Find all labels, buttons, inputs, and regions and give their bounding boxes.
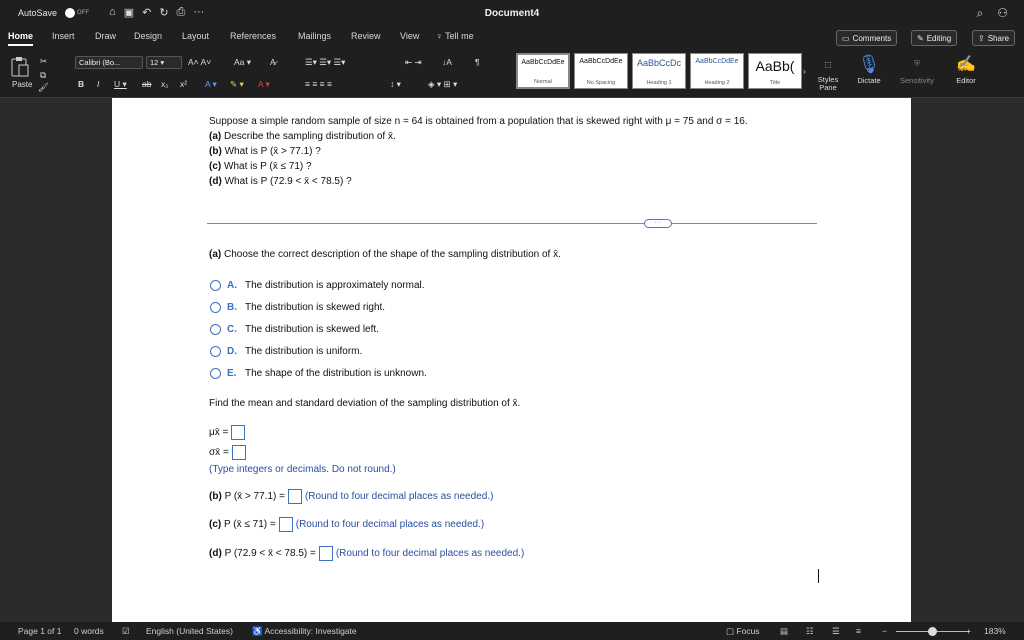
account-icon[interactable]: ⚇ <box>997 6 1008 20</box>
document-title: Document4 <box>484 8 540 19</box>
dictate-button[interactable]: 🎙 Dictate <box>857 53 881 85</box>
highlight-icon[interactable]: ✎ ▾ <box>230 79 244 89</box>
tab-insert[interactable]: Insert <box>52 31 75 41</box>
bullets-icon[interactable]: ☰▾ ☰▾ ☰▾ <box>305 57 346 67</box>
style-heading-2[interactable]: AaBbCcDdEe Heading 2 <box>690 53 744 89</box>
autosave-label: AutoSave <box>18 7 58 18</box>
pencil-icon: ✎ <box>917 33 924 43</box>
share-icon: ⇪ <box>978 33 985 43</box>
save-icon[interactable]: ▣ <box>123 7 135 19</box>
mean-row: μx̄ = <box>209 425 248 440</box>
type-hint: (Type integers or decimals. Do not round.) <box>209 464 396 475</box>
styles-scroll-icon[interactable]: › <box>803 66 806 76</box>
font-name-select[interactable]: Calibri (Bo... <box>75 56 143 69</box>
align-left-icon[interactable]: ≡ ≡ ≡ ≡ <box>305 79 332 89</box>
part-d-answer-box[interactable] <box>319 546 333 561</box>
section-divider <box>207 223 817 224</box>
part-d-row: (d) P (72.9 < x̄ < 78.5) = (Round to four decimal places as needed.) <box>209 546 524 561</box>
question-a: (a) Describe the sampling distribution of x̄. <box>209 131 396 142</box>
search-icon[interactable]: ⌕ <box>976 6 984 20</box>
styles-pane-icon: ⬚ <box>824 59 832 69</box>
intro-text: Suppose a simple random sample of size n = 64 is obtained from a population that is skewed right with μ = 75 and σ = 16. <box>209 116 748 127</box>
zoom-out-icon[interactable]: − <box>882 626 887 636</box>
microphone-icon: 🎙 <box>857 53 881 74</box>
outline-icon[interactable]: ☰ <box>832 626 840 636</box>
paste-label: Paste <box>12 80 33 89</box>
tab-home[interactable]: Home <box>8 31 34 41</box>
change-case-icon[interactable]: Aa ▾ <box>234 57 252 67</box>
tab-design[interactable]: Design <box>134 31 163 41</box>
redo-icon[interactable]: ↻ <box>159 7 169 19</box>
text-effects-icon[interactable]: A ▾ <box>205 79 217 89</box>
mean-answer-box[interactable] <box>231 425 245 440</box>
share-button[interactable]: ⇪ Share <box>972 30 1015 46</box>
sensitivity-button[interactable]: ⛨ Sensitivity <box>897 52 937 85</box>
strikethrough-icon[interactable]: ab <box>142 79 152 89</box>
cut-icon[interactable]: ✂ <box>40 56 48 66</box>
tab-references[interactable]: References <box>230 31 277 41</box>
radio-button[interactable] <box>210 346 221 357</box>
subscript-icon[interactable]: x₂ <box>161 79 169 89</box>
style-normal[interactable]: AaBbCcDdEe Normal <box>516 53 570 89</box>
underline-icon[interactable]: U ▾ <box>114 79 127 89</box>
ribbon <box>0 48 1024 98</box>
sensitivity-icon: ⛨ <box>914 59 920 68</box>
status-bar <box>0 622 1024 640</box>
sd-row: σx̄ = <box>209 445 249 460</box>
page-count[interactable]: Page 1 of 1 <box>18 626 62 636</box>
ribbon-tabs <box>0 28 1024 48</box>
choice-a[interactable]: A. The distribution is approximately normal. <box>210 280 425 291</box>
home-icon[interactable]: ⌂ <box>109 6 116 18</box>
radio-button[interactable] <box>210 368 221 379</box>
question-b: (b) What is P (x̄ > 77.1) ? <box>209 146 321 157</box>
mean-sd-prompt: Find the mean and standard deviation of the sampling distribution of x̄. <box>209 398 521 409</box>
indent-icon[interactable]: ⇤ ⇥ <box>405 57 422 67</box>
print-icon[interactable]: ⎙ <box>176 6 186 18</box>
autosave-toggle[interactable]: OFF <box>65 8 89 18</box>
question-c: (c) What is P (x̄ ≤ 71) ? <box>209 161 312 172</box>
sort-icon[interactable]: ↓A <box>442 57 452 67</box>
document-workspace <box>0 98 1024 622</box>
radio-button[interactable] <box>210 302 221 313</box>
part-b-row: (b) P (x̄ > 77.1) = (Round to four decimal places as needed.) <box>209 489 493 504</box>
undo-icon[interactable]: ↶ <box>142 7 152 19</box>
part-c-answer-box[interactable] <box>279 517 293 532</box>
choice-e[interactable]: E. The shape of the distribution is unknown. <box>210 368 427 379</box>
editor-icon: ✍ <box>956 56 976 73</box>
accessibility-icon: ♿ <box>252 626 263 636</box>
grow-font-icon[interactable]: A˄ A˅ <box>188 57 212 67</box>
document-page[interactable] <box>112 98 911 622</box>
editor-button[interactable]: ✍ Editor <box>946 52 986 85</box>
part-c-row: (c) P (x̄ ≤ 71) = (Round to four decimal places as needed.) <box>209 517 484 532</box>
font-color-icon[interactable]: A ▾ <box>258 79 270 89</box>
radio-button[interactable] <box>210 280 221 291</box>
tab-layout[interactable]: Layout <box>182 31 210 41</box>
editing-button[interactable]: ✎ Editing <box>911 30 957 46</box>
clear-formatting-icon[interactable]: A̷ <box>270 57 276 67</box>
title-bar <box>0 0 1024 28</box>
tab-review[interactable]: Review <box>351 31 381 41</box>
tab-mailings[interactable]: Mailings <box>298 31 332 41</box>
lightbulb-icon: ♀ <box>436 31 443 41</box>
radio-button[interactable] <box>210 324 221 335</box>
more-icon[interactable]: ··· <box>193 6 205 18</box>
styles-pane-button[interactable]: ⬚ Styles Pane <box>808 52 848 92</box>
paste-icon[interactable] <box>10 56 30 78</box>
format-painter-icon[interactable]: 🖌 <box>38 82 49 92</box>
language-status[interactable]: English (United States) <box>146 626 233 636</box>
focus-icon: ▢ <box>726 626 735 636</box>
tab-draw[interactable]: Draw <box>95 31 117 41</box>
word-count[interactable]: 0 words <box>74 626 104 636</box>
tell-me[interactable]: ♀ Tell me <box>436 31 474 41</box>
proofing-icon[interactable]: ☑ <box>122 626 130 636</box>
tab-view[interactable]: View <box>400 31 420 41</box>
zoom-level[interactable]: 183% <box>984 626 1006 636</box>
question-d: (d) What is P (72.9 < x̄ < 78.5) ? <box>209 176 352 187</box>
shading-icon[interactable]: ◈ ▾ ⊞ ▾ <box>428 79 458 89</box>
draft-icon[interactable]: ≡ <box>856 626 861 636</box>
web-layout-icon[interactable]: ☷ <box>806 626 814 636</box>
superscript-icon[interactable]: x² <box>180 79 188 89</box>
zoom-in-icon[interactable]: + <box>966 626 971 636</box>
styles-gallery <box>516 53 806 91</box>
focus-button[interactable]: ▢ Focus <box>726 626 760 636</box>
comments-button[interactable]: ▭ Comments <box>836 30 897 46</box>
choice-c[interactable]: C. The distribution is skewed left. <box>210 324 379 335</box>
copy-icon[interactable]: ⧉ <box>40 70 47 80</box>
accessibility-status[interactable]: ♿ Accessibility: Investigate <box>252 626 357 636</box>
part-b-answer-box[interactable] <box>288 489 302 504</box>
line-spacing-icon[interactable]: ↕ ▾ <box>390 79 401 89</box>
zoom-slider-handle[interactable] <box>928 627 937 636</box>
choice-d[interactable]: D. The distribution is uniform. <box>210 346 362 357</box>
print-layout-icon[interactable]: ▤ <box>780 626 789 636</box>
font-size-select[interactable]: 12 ▾ <box>146 56 182 69</box>
bold-icon[interactable]: B <box>78 79 85 89</box>
sd-answer-box[interactable] <box>232 445 246 460</box>
style-heading-1[interactable]: AaBbCcDc Heading 1 <box>632 53 686 89</box>
choice-b[interactable]: B. The distribution is skewed right. <box>210 302 385 313</box>
part-a-prompt: (a) Choose the correct description of the shape of the sampling distribution of x̄. <box>209 249 561 260</box>
comment-icon: ▭ <box>842 33 850 43</box>
text-cursor <box>818 569 819 583</box>
pilcrow-icon[interactable]: ¶ <box>475 57 480 67</box>
italic-icon[interactable]: I <box>97 79 100 89</box>
expand-button[interactable]: ··· <box>644 219 672 228</box>
style-no-spacing[interactable]: AaBbCcDdEe No Spacing <box>574 53 628 89</box>
style-title[interactable]: AaBb( Title <box>748 53 802 89</box>
